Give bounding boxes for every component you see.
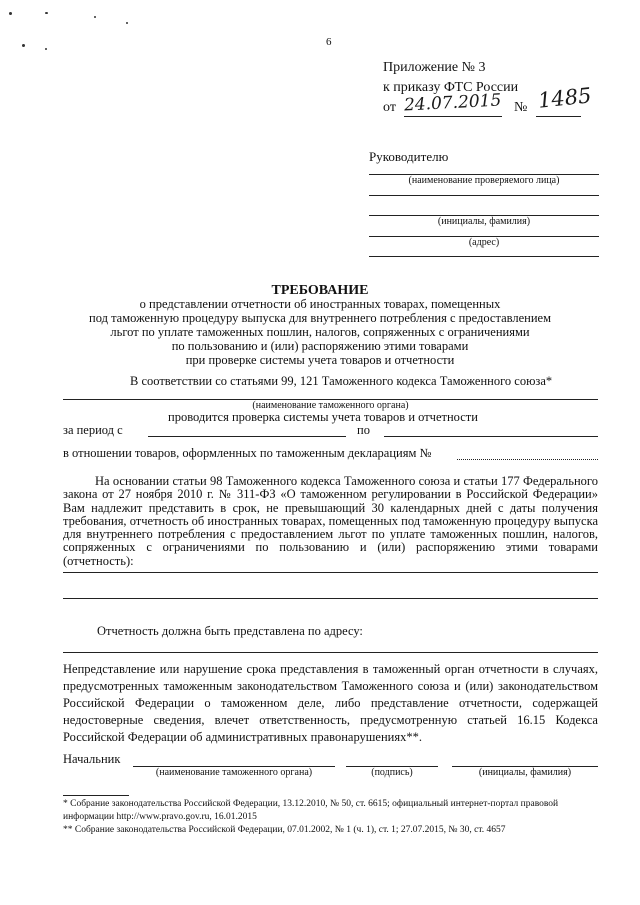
- check-text: проводится проверка системы учета товаров и отчетности: [168, 410, 478, 424]
- addressee-entity-line2: [369, 195, 599, 196]
- page-number: 6: [326, 36, 332, 48]
- appendix-date-handwritten: 24.07.2015: [403, 90, 502, 116]
- scan-speck: [45, 12, 48, 14]
- appendix-number-handwritten: 1485: [536, 83, 593, 113]
- appendix-date-prefix: от: [383, 100, 396, 115]
- footnote-1: * Собрание законодательства Российской Федерации, 13.12.2010, № 50, ст. 6615; официальный интернет-портал правовой информации http://www.pravo.gov.ru, 16.01.2015: [63, 799, 559, 822]
- appendix-number-line: [536, 116, 581, 117]
- customs-caption: (наименование таможенного органа): [252, 400, 409, 411]
- addressee-address-caption: (адрес): [468, 237, 500, 248]
- address-line: [63, 652, 598, 653]
- addressee-entity-caption: (наименование проверяемого лица): [408, 175, 560, 186]
- addressee-to: Руководителю: [369, 149, 449, 164]
- period-to-line: [384, 436, 598, 437]
- period-from-label: за период с: [63, 423, 123, 437]
- scan-speck: [45, 48, 47, 50]
- scan-speck: [22, 44, 25, 47]
- addressee-name-caption: (инициалы, фамилия): [437, 216, 531, 227]
- signature-customs-caption: (наименование таможенного органа): [155, 767, 313, 778]
- main-paragraph: На основании статьи 98 Таможенного кодекса Таможенного союза и статьи 177 Федерального закона от 27 ноября 2010 г. № 311-ФЗ «О таможенном регулировании в Российской Федерации» Вам надлежит представить в срок, не превышающий 30 календарных дней с даты получения требования, отчетность об иностранных товарах, помещенных под таможенную процедуру выпуска для внутреннего потребления с предоставлением льгот по уплате таможенных пошлин, налогов, сопряженных с ограничениями по пользованию и (или) распоряжению этими товарами (отчетность):: [63, 474, 598, 568]
- address-label: Отчетность должна быть представлена по адресу:: [97, 624, 363, 638]
- scan-speck: [9, 12, 12, 15]
- liability-paragraph: Непредставление или нарушение срока представления в таможенный орган отчетности в случаях, предусмотренных таможенным законодательством Таможенного союза и (или) законодательством Российской Федерации о таможенном деле, либо представление отчетности, содержащей недостоверные сведения, влечет ответственность, предусмотренную статьей 16.15 Кодекса Российской Федерации об административных правонарушениях**.: [63, 662, 598, 744]
- appendix-line1: Приложение № 3: [383, 60, 486, 75]
- document-heading: ТРЕБОВАНИЕ: [271, 283, 369, 298]
- document-subtitle-line: под таможенную процедуру выпуска для внутреннего потребления с предоставлением: [89, 311, 551, 325]
- report-line-2: [63, 598, 598, 599]
- intro-text: В соответствии со статьями 99, 121 Таможенного кодекса Таможенного союза*: [130, 374, 553, 388]
- document-subtitle-line: по пользованию и (или) распоряжению этими товарами: [171, 339, 469, 353]
- document-subtitle-line: при проверке системы учета товаров и отчетности: [185, 353, 455, 367]
- document-subtitle-line: о представлении отчетности об иностранных товарах, помещенных: [139, 297, 501, 311]
- signature-sign-caption: (подпись): [371, 767, 413, 778]
- report-line-1: [63, 572, 598, 573]
- footnote-separator: [63, 795, 129, 796]
- period-from-line: [148, 436, 346, 437]
- period-to-label: по: [357, 423, 370, 437]
- declarations-line: [457, 459, 598, 460]
- declarations-label: в отношении товаров, оформленных по таможенным декларациям №: [63, 446, 432, 460]
- scan-speck: [126, 22, 128, 24]
- addressee-address-line2: [369, 256, 599, 257]
- footnote-2: ** Собрание законодательства Российской Федерации, 07.01.2002, № 1 (ч. 1), ст. 1; 27.07.2015, № 30, ст. 4657: [63, 825, 506, 835]
- appendix-number-prefix: №: [514, 100, 528, 115]
- document-subtitle-line: льгот по уплате таможенных пошлин, налогов, сопряженных с ограничениями: [110, 325, 530, 339]
- signature-label: Начальник: [63, 752, 121, 766]
- signature-name-caption: (инициалы, фамилия): [478, 767, 572, 778]
- appendix-date-line: [404, 116, 502, 117]
- appendix-line2: к приказу ФТС России: [383, 80, 519, 95]
- scan-speck: [94, 16, 96, 18]
